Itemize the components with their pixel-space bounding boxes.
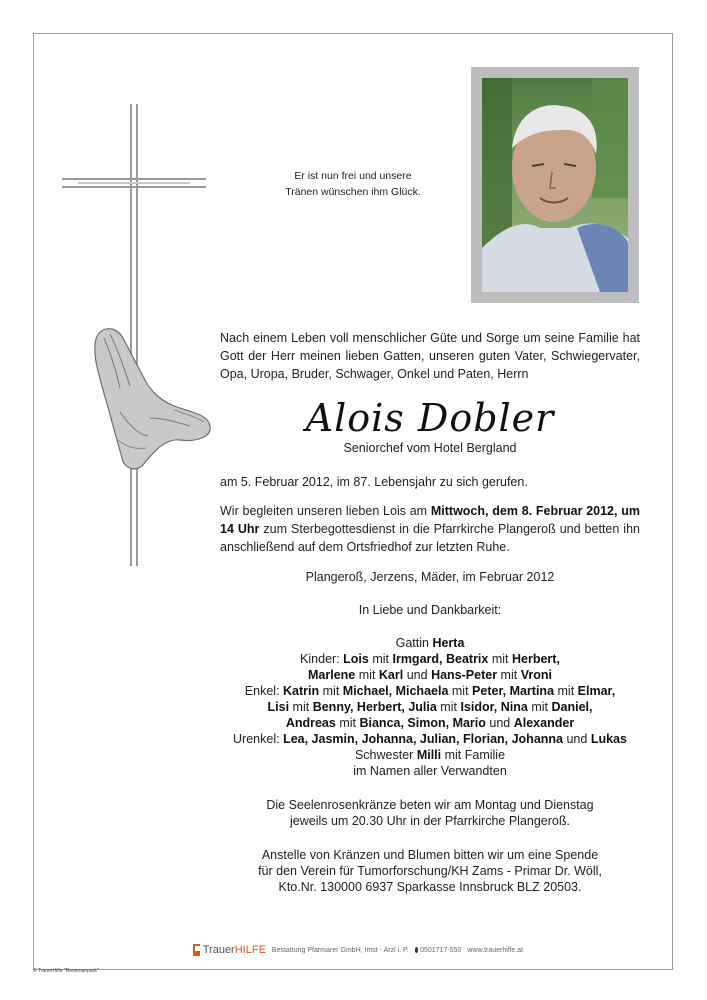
family-line: Kinder: Lois mit Irmgard, Beatrix mit Herbert,: [300, 652, 560, 666]
family-line: Andreas mit Bianca, Simon, Mario und Alexander: [285, 716, 575, 730]
rosary-notice: [220, 797, 640, 829]
footer-company: Bestattung Pfarmarer GmbH, Imst - Arzl i. P.: [271, 946, 409, 954]
deceased-subtitle: Seniorchef vom Hotel Bergland: [343, 441, 517, 455]
donation-line: für den Verein für Tumorforschung/KH Zams - Primar Dr. Wöll,: [258, 864, 602, 878]
copyright-note: © TrauerHilfe "Rosemanpark": [33, 968, 99, 974]
quote-line: Tränen wünschen ihm Glück.: [285, 186, 421, 198]
place-date: Plangeroß, Jerzens, Mäder, im Februar 2012: [305, 570, 555, 584]
phone-icon: [415, 947, 418, 953]
footer-phone: 0501717-550: [420, 946, 462, 954]
family-list: [220, 635, 640, 779]
praying-hands-icon: [90, 322, 214, 472]
burial-text: [220, 502, 640, 556]
donation-notice: [220, 847, 640, 895]
family-line: Schwester Milli mit Familie: [354, 748, 506, 762]
trauerhilfe-logo-icon: [193, 944, 200, 956]
footer-bar: [193, 940, 523, 960]
family-line: Lisi mit Benny, Herbert, Julia mit Isidor, Nina mit Daniel,: [267, 700, 593, 714]
burial-date: Mittwoch, dem 8. Februar 2012,: [430, 504, 618, 518]
family-line: Urenkel: Lea, Jasmin, Johanna, Julian, Florian, Johanna und Lukas: [233, 732, 627, 746]
donation-line: Kto.Nr. 130000 6937 Sparkasse Innsbruck BLZ 20503.: [278, 880, 582, 894]
rosary-line: jeweils um 20.30 Uhr in der Pfarrkirche Plangeroß.: [290, 814, 570, 828]
footer-brand: TrauerHILFE: [202, 944, 266, 956]
thanks-heading: In Liebe und Dankbarkeit:: [358, 603, 502, 617]
burial-pre: Wir begleiten unseren lieben Lois am: [220, 504, 431, 518]
family-line: im Namen aller Verwandten: [353, 764, 507, 778]
rosary-line: Die Seelenrosenkränze beten wir am Montag und Dienstag: [266, 798, 594, 812]
family-line: Enkel: Katrin mit Michael, Michaela mit Peter, Martina mit Elmar,: [244, 684, 616, 698]
family-line: Marlene mit Karl und Hans-Peter mit Vroni: [308, 668, 552, 682]
portrait-photo: [482, 78, 628, 292]
family-line: Gattin Herta: [395, 636, 465, 650]
epigraph-quote: [268, 168, 438, 200]
portrait-frame: [471, 67, 639, 303]
burial-post: zum Sterbegottesdienst in die Pfarrkirche Plangeroß und betten ihn anschließend auf dem Ortsfriedhof zur letzten Ruhe.: [220, 522, 640, 554]
footer-web[interactable]: www.trauerhilfe.at: [467, 946, 523, 954]
burial-time: um 14 Uhr: [220, 504, 640, 536]
donation-line: Anstelle von Kränzen und Blumen bitten wir um eine Spende: [261, 848, 599, 862]
intro-text: Nach einem Leben voll menschlicher Güte und Sorge um seine Familie hat Gott der Herr meinen lieben Gatten, unseren guten Vater, Schwiegervater, Opa, Uropa, Bruder, Schwager, Onkel und Paten, Herrn: [220, 331, 640, 381]
death-date-text: am 5. Februar 2012, im 87. Lebensjahr zu sich gerufen.: [220, 475, 528, 489]
deceased-name: Alois Dobler: [305, 396, 555, 440]
quote-line: Er ist nun frei und unsere: [294, 170, 412, 182]
